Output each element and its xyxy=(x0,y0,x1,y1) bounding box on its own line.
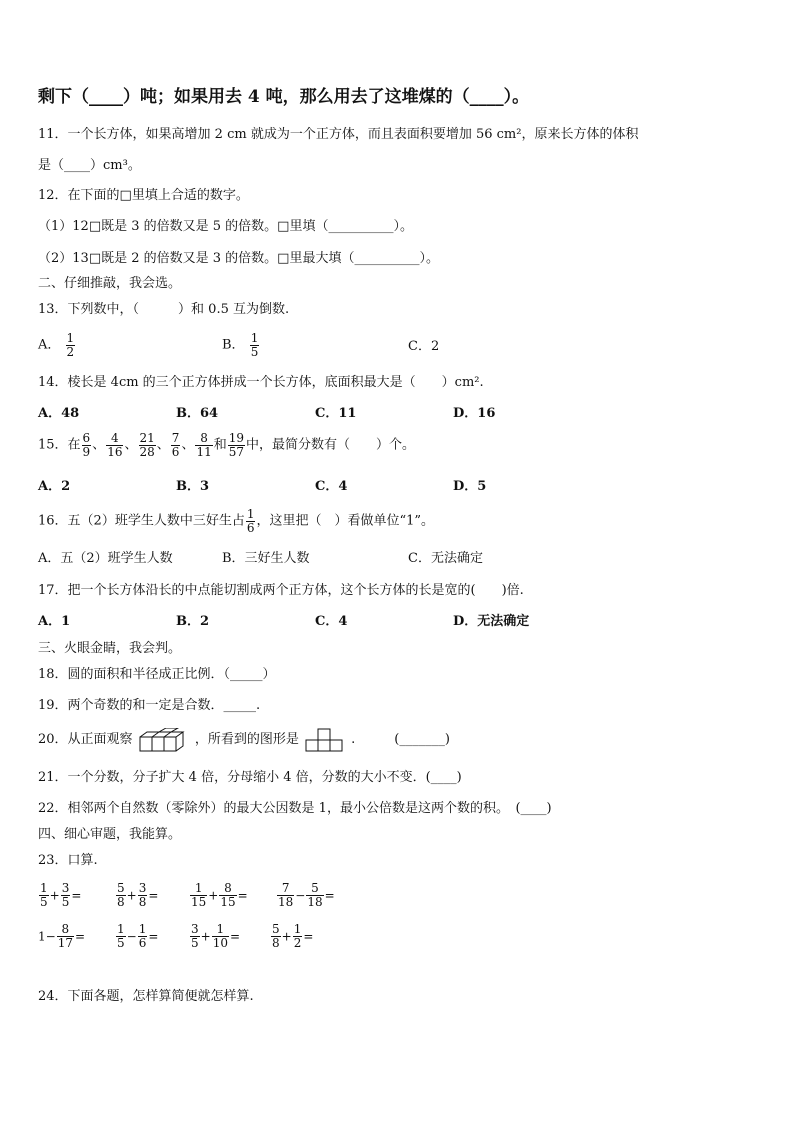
section-4-title: 四、细心审题，我能算。 xyxy=(38,827,182,842)
q17-option-a: A．1 xyxy=(38,614,71,629)
calc-item: $\frac{1}{5}$ − $\frac{1}{6}$ = xyxy=(117,922,159,950)
q14-option-a: A．48 xyxy=(38,406,80,421)
q11-line1: 11．一个长方体，如果高增加 2 cm 就成为一个正方体，而且表面积要增加 56 cm²，原来长方体的体积 xyxy=(38,127,639,142)
q24-text: 24．下面各题，怎样算简便就怎样算. xyxy=(38,989,254,1004)
q15-stem: 15．在 $\frac{6}{9}$ 、 $\frac{4}{16}$ 、 $\frac{21}{28}$ 、 $\frac{7}{6}$ 、 $\frac{8}{11}$ 和 $\frac{19}{57}$ 中，最简分数有（ ）个。 xyxy=(38,431,416,459)
calc-item: $\frac{1}{5}$ + $\frac{3}{5}$ = xyxy=(40,881,82,909)
fraction: $\frac{1}{6}$ xyxy=(246,507,255,535)
calc-item: $\frac{3}{5}$ + $\frac{1}{10}$ = xyxy=(191,922,241,950)
calc-item: $\frac{7}{18}$ − $\frac{5}{18}$ = xyxy=(278,881,335,909)
q13-option-c: C．2 xyxy=(408,339,440,354)
q15-option-d: D．5 xyxy=(453,479,487,494)
q16-option-a: A．五（2）班学生人数 xyxy=(38,551,173,566)
q12-part1: （1）12□既是 3 的倍数又是 5 的倍数。□里填（__________）。 xyxy=(38,219,413,234)
q14-option-d: D．16 xyxy=(453,406,496,421)
q13-option-a xyxy=(38,332,76,359)
q20-text: 20．从正面观察 ，所看到的图形是 . (_______) xyxy=(38,728,450,752)
option-label: B． xyxy=(222,337,245,353)
q12-part2: （2）13□既是 2 的倍数又是 3 的倍数。□里最大填（__________）。 xyxy=(38,251,439,266)
q13-option-b xyxy=(222,332,260,359)
fraction: $\frac{6}{9}$ xyxy=(82,431,91,459)
section-3-title: 三、火眼金睛，我会判。 xyxy=(38,641,182,656)
top-line: 剩下（____）吨；如果用去 4 吨，那么用去了这堆煤的（____）。 xyxy=(38,87,530,107)
front-view-figure xyxy=(305,728,345,752)
q15-option-a: A．2 xyxy=(38,479,71,494)
section-2-title: 二、仔细推敲，我会选。 xyxy=(38,276,182,291)
q19-text: 19．两个奇数的和一定是合数．_____. xyxy=(38,698,261,713)
calc-item: $\frac{5}{8}$ + $\frac{3}{8}$ = xyxy=(117,881,159,909)
fraction: $\frac{21}{28}$ xyxy=(139,431,155,459)
q12-stem: 12．在下面的□里填上合适的数字。 xyxy=(38,188,249,203)
q17-option-c: C．4 xyxy=(315,614,348,629)
q18-text: 18．圆的面积和半径成正比例．（_____） xyxy=(38,667,276,682)
fraction: $\frac{1}{2}$ xyxy=(66,331,75,359)
q14-option-c: C．11 xyxy=(315,406,357,421)
q17-stem: 17．把一个长方体沿长的中点能切割成两个正方体，这个长方体的长是宽的( )倍. xyxy=(38,583,524,598)
q22-text: 22．相邻两个自然数（零除外）的最大公因数是 1，最小公倍数是这两个数的积。 (____) xyxy=(38,801,552,816)
fraction: $\frac{4}{16}$ xyxy=(107,431,123,459)
fraction: $\frac{19}{57}$ xyxy=(228,431,245,459)
q16-stem: 16．五（2）班学生人数中三好生占 $\frac{1}{6}$ ，这里把（ ）看做单位“1”。 xyxy=(38,507,435,535)
q21-text: 21．一个分数，分子扩大 4 倍，分母缩小 4 倍，分数的大小不变．(____) xyxy=(38,770,462,785)
q14-option-b: B．64 xyxy=(176,406,219,421)
calc-item: 1− $\frac{8}{17}$ = xyxy=(38,922,86,950)
q15-option-b: B．3 xyxy=(176,479,210,494)
q23-text: 23．口算. xyxy=(38,853,98,868)
q15-option-c: C．4 xyxy=(315,479,348,494)
option-label: A． xyxy=(38,337,61,353)
calc-item: $\frac{1}{15}$ + $\frac{8}{15}$ = xyxy=(191,881,248,909)
q11-line2: 是（____）cm³。 xyxy=(38,158,141,173)
fraction: $\frac{1}{5}$ xyxy=(250,331,259,359)
cube-solid-figure xyxy=(139,728,189,752)
q17-option-b: B．2 xyxy=(176,614,210,629)
q16-option-c: C．无法确定 xyxy=(408,551,483,566)
q17-option-d: D．无法确定 xyxy=(453,614,530,629)
fraction: $\frac{7}{6}$ xyxy=(171,431,180,459)
q16-option-b: B．三好生人数 xyxy=(222,551,310,566)
fraction: $\frac{8}{11}$ xyxy=(196,431,212,459)
q13-stem: 13．下列数中，（ ）和 0.5 互为倒数. xyxy=(38,302,290,317)
calc-item: $\frac{5}{8}$ + $\frac{1}{2}$ = xyxy=(272,922,314,950)
q14-stem: 14．棱长是 4cm 的三个正方体拼成一个长方体，底面积最大是（ ）cm². xyxy=(38,375,484,390)
